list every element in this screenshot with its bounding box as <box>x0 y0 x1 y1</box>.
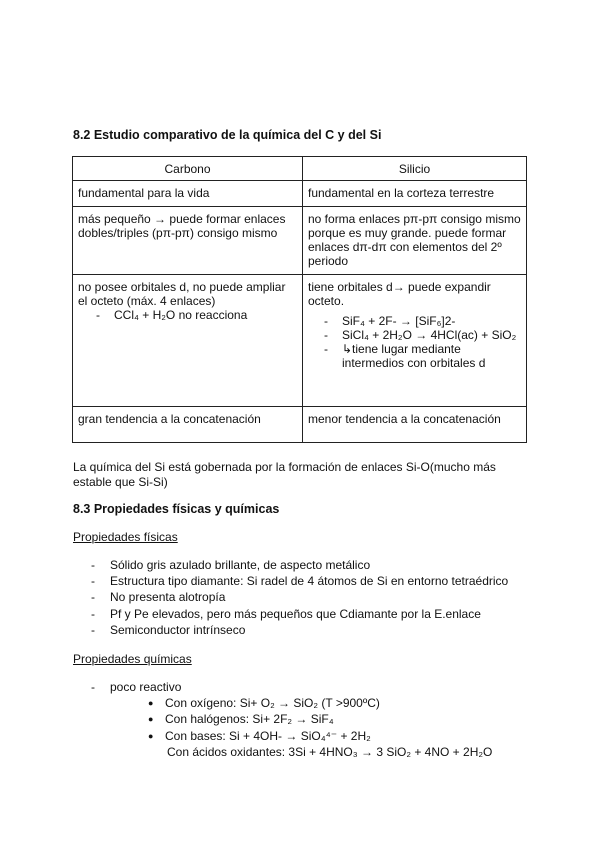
physical-list <box>90 557 508 638</box>
list-item: - SiCl₄ + 2H₂O → 4HCl(ac) + SiO₂ <box>342 328 521 342</box>
silicio-list <box>308 314 521 370</box>
carbono-list <box>78 308 297 322</box>
list-item: - No presenta alotropía <box>90 589 508 605</box>
cell-silicio <box>303 275 527 407</box>
paragraph: La química del Si está gobernada por la formación de enlaces Si-O(mucho más estable que Si-Si) <box>73 460 496 489</box>
chemical-sublist <box>110 695 492 760</box>
table-header-row <box>73 157 527 181</box>
list-item: - CCl₄ + H₂O no reacciona <box>114 308 297 322</box>
list-item-text: poco reactivo <box>110 680 182 694</box>
header-silicio: Silicio <box>303 157 527 181</box>
subheading-physical: Propiedades físicas <box>73 530 178 544</box>
cell-silicio: menor tendencia a la concatenación <box>303 407 527 443</box>
cell-silicio: fundamental en la corteza terrestre <box>303 181 527 207</box>
comparison-table <box>72 156 527 443</box>
cell-carbono <box>73 275 303 407</box>
table-row <box>73 275 527 407</box>
list-item: - Sólido gris azulado brillante, de aspecto metálico <box>90 557 508 573</box>
cell-text: tiene orbitales d→ puede expandir octeto. <box>308 280 491 308</box>
header-carbono: Carbono <box>73 157 303 181</box>
section-heading-8-3: 8.3 Propiedades físicas y químicas <box>73 502 280 516</box>
list-item: ● Con halógenos: Si+ 2F₂ → SiF₄ <box>148 711 492 727</box>
list-item: - Estructura tipo diamante: Si radel de 4 átomos de Si en entorno tetraédrico <box>90 573 508 589</box>
cell-carbono: fundamental para la vida <box>73 181 303 207</box>
list-item: ● Con oxígeno: Si+ O₂ → SiO₂ (T >900ºC) <box>148 695 492 711</box>
list-item: - SiF₄ + 2F- → [SiF₆]2- <box>342 314 521 328</box>
cell-silicio: no forma enlaces pπ-pπ consigo mismo porque es muy grande. puede formar enlaces dπ-dπ con elementos del 2º periodo <box>303 207 527 275</box>
table-row <box>73 407 527 443</box>
cell-carbono: gran tendencia a la concatenación <box>73 407 303 443</box>
subheading-chemical: Propiedades químicas <box>73 652 192 666</box>
table-row <box>73 207 527 275</box>
list-item-continuation: Con ácidos oxidantes: 3Si + 4HNO₃ → 3 SiO₂ + 4NO + 2H₂O <box>167 744 493 759</box>
cell-carbono: más pequeño → puede formar enlaces dobles/triples (pπ-pπ) consigo mismo <box>73 207 303 275</box>
list-item: ● Con bases: Si + 4OH- → SiO₄⁴⁻ + 2H₂ <box>148 728 492 744</box>
section-heading-8-2: 8.2 Estudio comparativo de la química del C y del Si <box>73 128 382 142</box>
list-item <box>90 679 492 760</box>
list-item: - Pf y Pe elevados, pero más pequeños que Cdiamante por la E.enlace <box>90 606 508 622</box>
chemical-list <box>90 679 492 760</box>
cell-text: no posee orbitales d, no puede ampliar el octeto (máx. 4 enlaces) <box>78 280 286 308</box>
table-row <box>73 181 527 207</box>
list-item: - ↳tiene lugar mediante intermedios con orbitales d <box>342 342 521 370</box>
list-item: - Semiconductor intrínseco <box>90 622 508 638</box>
